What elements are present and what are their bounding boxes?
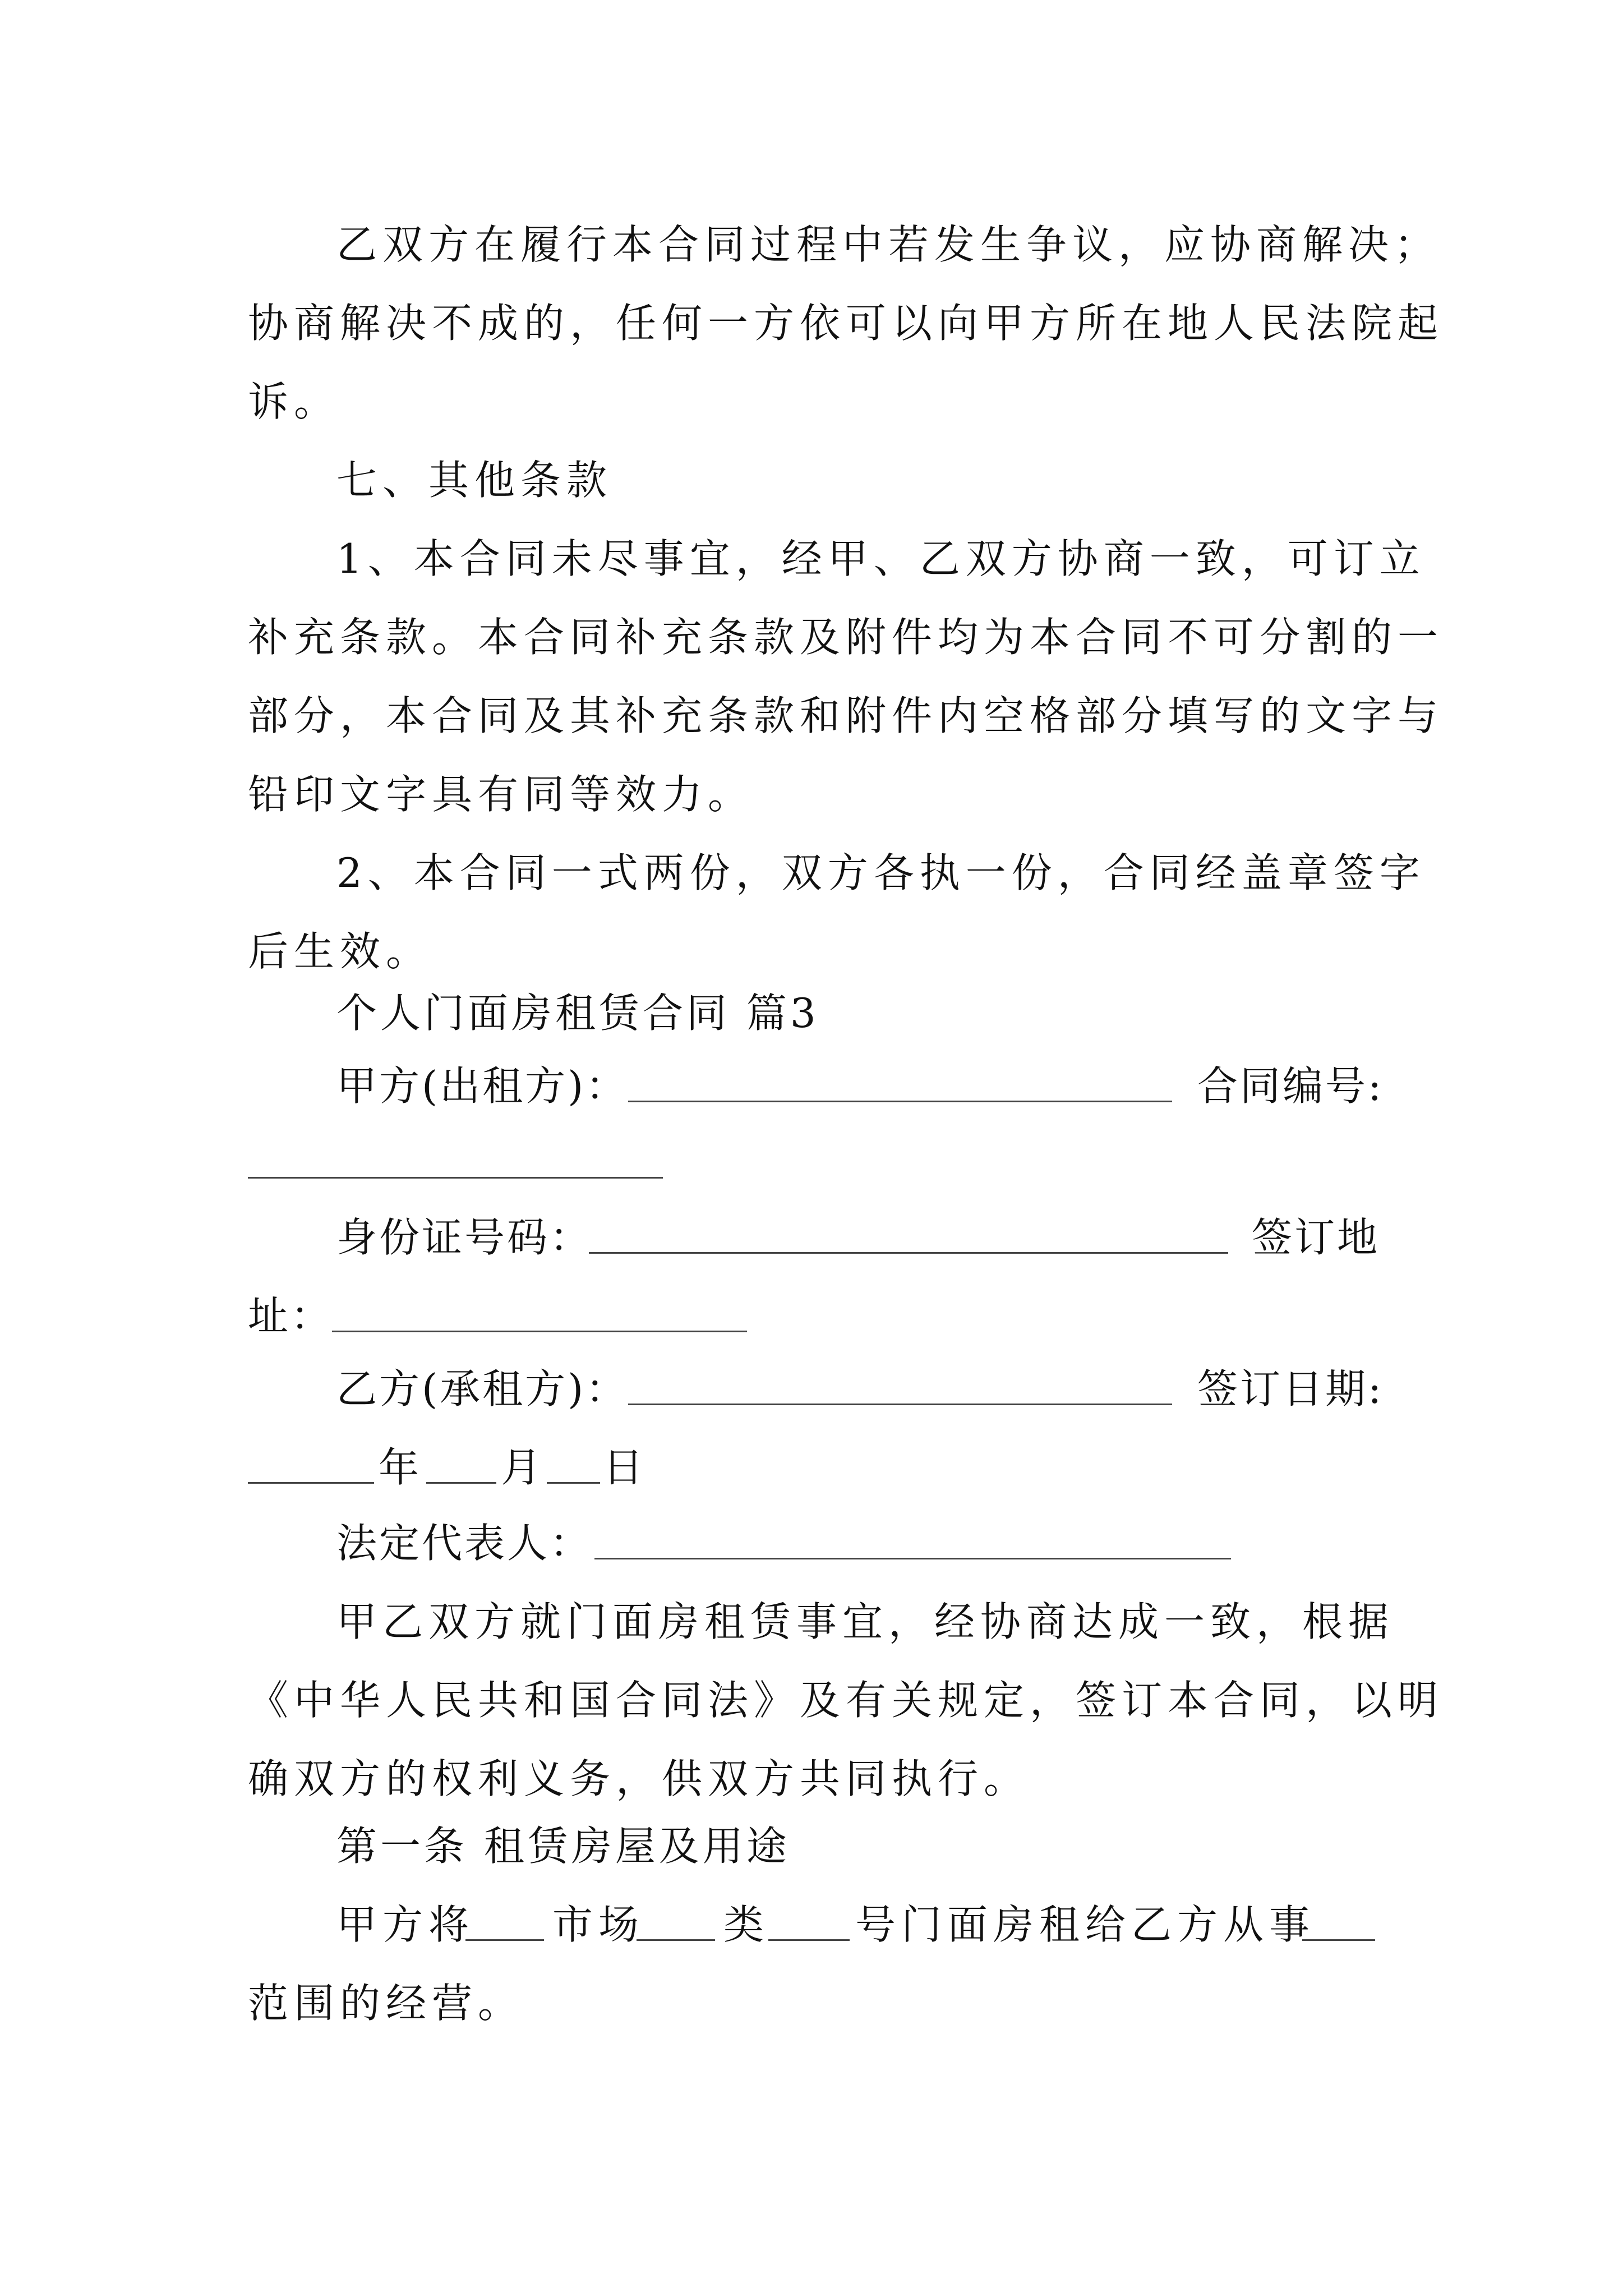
sign-place-field[interactable]: [332, 1331, 747, 1332]
article-heading: 第一条 租赁房屋及用途: [336, 1823, 790, 1870]
party-a-field[interactable]: [628, 1101, 1172, 1102]
text-line: 《中华人民共和国合同法》及有关规定，签订本合同，以明: [248, 1677, 1444, 1724]
text-line: 1、本合同未尽事宜，经甲、乙双方协商一致，可订立: [336, 535, 1426, 582]
legal-rep-label: 法定代表人：: [336, 1520, 593, 1567]
contract-no-field[interactable]: [248, 1177, 663, 1179]
party-a-label: 甲方(出租方)：: [336, 1062, 629, 1110]
section-heading: 七、其他条款: [336, 457, 613, 504]
day-label: 日: [603, 1444, 649, 1491]
year-field[interactable]: [248, 1482, 374, 1484]
id-number-label: 身份证号码：: [336, 1214, 593, 1261]
contract-no-label: 合同编号:: [1197, 1062, 1384, 1110]
legal-rep-field[interactable]: [594, 1558, 1231, 1559]
text-line: 铅印文字具有同等效力。: [248, 771, 754, 818]
id-number-field[interactable]: [589, 1252, 1228, 1254]
sign-place-label: 签订地: [1252, 1214, 1380, 1261]
article-text: 号门面房租给乙方从事: [855, 1901, 1316, 1948]
month-field[interactable]: [426, 1482, 496, 1484]
business-scope-field[interactable]: [1302, 1939, 1375, 1941]
article-text: 类: [723, 1901, 770, 1948]
month-label: 月: [501, 1444, 547, 1491]
text-line: 确双方的权利义务，供双方共同执行。: [248, 1755, 1030, 1802]
day-field[interactable]: [547, 1482, 600, 1484]
category-field[interactable]: [637, 1939, 715, 1941]
article-text: 市场: [552, 1901, 645, 1948]
text-line: 诉。: [248, 378, 340, 425]
text-line: 甲乙双方就门面房租赁事宜，经协商达成一致，根据: [336, 1598, 1395, 1645]
year-label: 年: [379, 1444, 425, 1491]
shop-number-field[interactable]: [768, 1939, 850, 1941]
article-text: 范围的经营。: [248, 1980, 524, 2027]
party-b-field[interactable]: [628, 1404, 1172, 1405]
text-line: 补充条款。本合同补充条款及附件均为本合同不可分割的一: [248, 614, 1444, 661]
text-line: 后生效。: [248, 928, 432, 975]
text-line: 乙双方在履行本合同过程中若发生争议，应协商解决；: [336, 221, 1441, 268]
market-name-field[interactable]: [465, 1939, 544, 1941]
party-b-label: 乙方(承租方)：: [336, 1365, 629, 1412]
text-line: 部分，本合同及其补充条款和附件内空格部分填写的文字与: [248, 692, 1444, 739]
contract-title: 个人门面房租赁合同 篇3: [336, 990, 819, 1037]
article-text: 甲方将: [336, 1901, 475, 1948]
text-line: 协商解决不成的，任何一方依可以向甲方所在地人民法院起: [248, 300, 1444, 347]
sign-place-label-cont: 址：: [248, 1292, 334, 1340]
sign-date-label: 签订日期:: [1197, 1365, 1384, 1412]
text-line: 2、本合同一式两份，双方各执一份，合同经盖章签字: [336, 849, 1426, 896]
